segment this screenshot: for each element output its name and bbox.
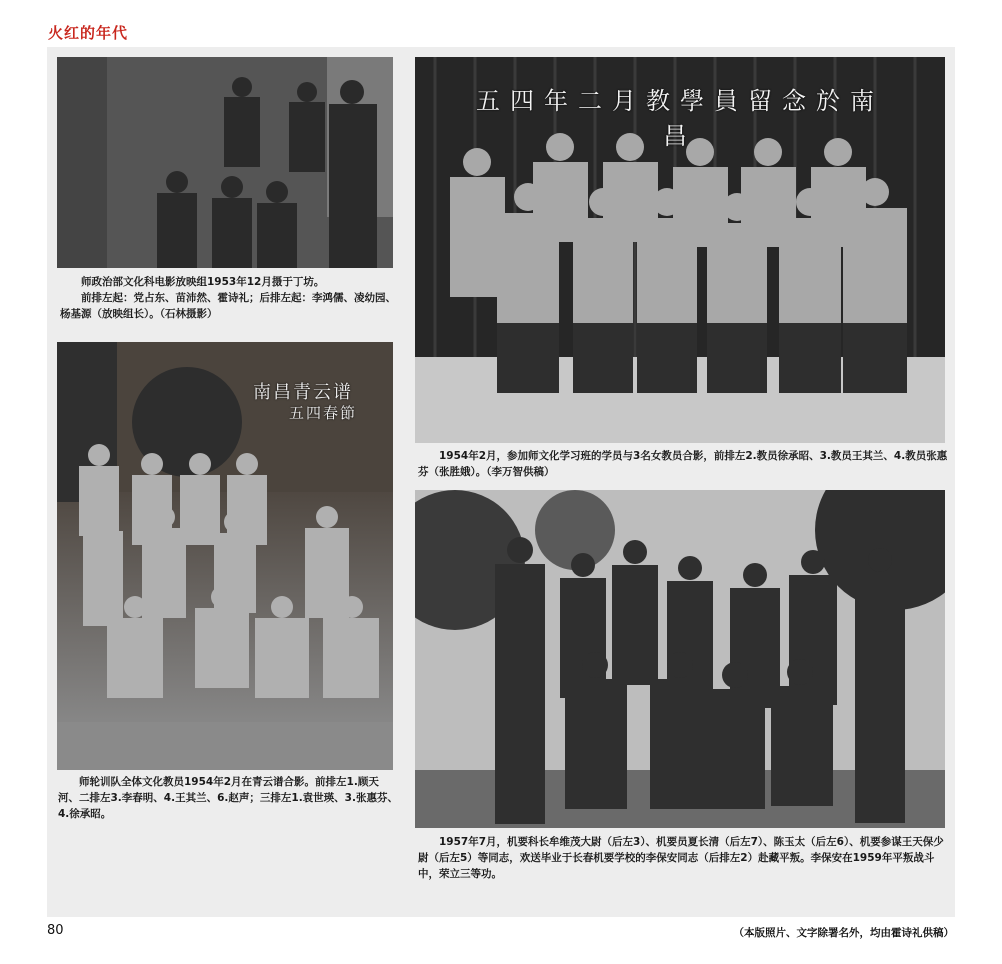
photo4-caption-text: 1957年7月，机要科长牟维茂大尉（后左3）、机要员夏长清（后左7）、陈玉太（后左6）、机要参谋王天保少尉（后左5）等同志，欢送毕业于长春机要学校的李保安同志（后排左2）赴藏平叛。李保安在1959年平叛战斗中，荣立三等功。: [418, 836, 944, 880]
photo3-inscription-line1: 南昌青云谱: [253, 382, 353, 403]
photo2-caption: [418, 448, 948, 480]
photo-film-projection-team: [57, 57, 393, 268]
photo2-inscription: 五四年二月教學員留念於南昌: [476, 87, 884, 150]
photo1-caption-line1: 师政治部文化科电影放映组1953年12月摄于丁坊。: [81, 276, 325, 288]
photo1-caption-line2: 前排左起：党占东、苗沛然、霍诗礼；后排左起：李鸿儒、凌幼园、杨基源（放映组长）。（石林摄影）: [60, 292, 396, 320]
photo3-caption: [58, 774, 398, 822]
photo-cryptography-farewell: [415, 490, 945, 828]
photo3-inscription-line2: 五四春節: [289, 404, 358, 422]
section-title: 火红的年代: [48, 24, 129, 42]
page-number: 80: [47, 923, 64, 938]
photo4-caption: [418, 834, 948, 882]
photo2-caption-text: 1954年2月，参加师文化学习班的学员与3名女教员合影，前排左2.教员徐承昭、3.教员王其兰、4.教员张惠芬（张胜娥）。（李万智供稿）: [418, 450, 948, 478]
photo-training-team-teachers: [57, 342, 393, 770]
photo-education-class-group: [415, 57, 945, 443]
photo3-caption-text: 师轮训队全体文化教员1954年2月在青云谱合影。前排左1.顾天河、二排左3.李春明、4.王其兰、6.赵声；三排左1.袁世瑛、3.张惠芬、4.徐承昭。: [58, 776, 398, 820]
photo1-caption: [60, 274, 396, 322]
credit-note: （本版照片、文字除署名外，均由霍诗礼供稿）: [733, 927, 954, 939]
